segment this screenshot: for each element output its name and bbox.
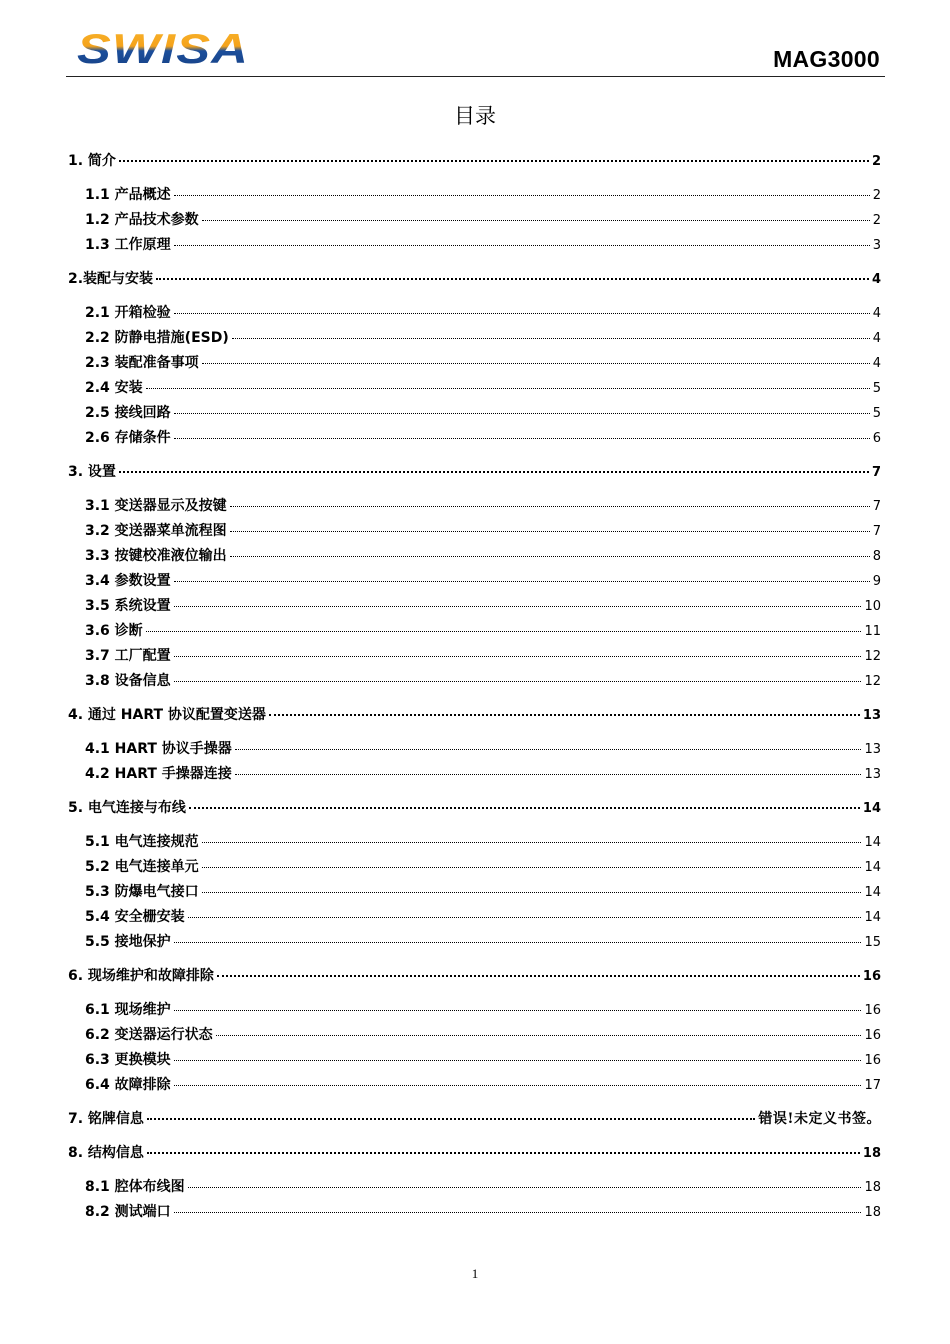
toc-dot-leader xyxy=(147,1118,755,1120)
toc-entry-label: 8.1 腔体布线图 xyxy=(85,1179,185,1195)
toc-entry-label: 3.6 诊断 xyxy=(85,623,143,639)
toc-entry-label: 3.5 系统设置 xyxy=(85,598,171,614)
toc-entry-page: 13 xyxy=(862,708,881,723)
toc-section-entry[interactable] xyxy=(68,402,881,427)
toc-entry-label: 3.4 参数设置 xyxy=(85,573,171,589)
toc-entry-label: 1.2 产品技术参数 xyxy=(85,212,199,228)
toc-dot-leader xyxy=(174,606,862,607)
toc-section-entry[interactable] xyxy=(68,352,881,377)
toc-section-entry[interactable] xyxy=(68,645,881,670)
toc-entry-page: 4 xyxy=(872,356,881,371)
toc-entry-page: 2 xyxy=(871,154,881,169)
toc-dot-leader xyxy=(119,160,869,162)
toc-dot-leader xyxy=(217,975,860,977)
toc-dot-leader xyxy=(269,714,860,716)
toc-section-entry[interactable] xyxy=(68,570,881,595)
toc-entry-page: 12 xyxy=(864,649,881,664)
toc-entry-label: 5.3 防爆电气接口 xyxy=(85,884,199,900)
toc-entry-page: 5 xyxy=(872,381,881,396)
toc-entry-label: 4. 通过 HART 协议配置变送器 xyxy=(68,707,266,723)
toc-entry-label: 6.1 现场维护 xyxy=(85,1002,171,1018)
swisa-logo xyxy=(76,26,252,68)
toc-entry-label: 2.4 安装 xyxy=(85,380,143,396)
toc-entry-page: 18 xyxy=(864,1205,881,1220)
toc-section-entry[interactable] xyxy=(68,881,881,906)
toc-dot-leader xyxy=(174,413,870,414)
toc-dot-leader xyxy=(174,656,862,657)
toc-entry-label: 8.2 测试端口 xyxy=(85,1204,171,1220)
toc-section-entry[interactable] xyxy=(68,906,881,931)
toc-dot-leader xyxy=(156,278,869,280)
toc-section-entry[interactable] xyxy=(68,327,881,352)
toc-dot-leader xyxy=(230,531,870,532)
toc-dot-leader xyxy=(174,245,870,246)
toc-dot-leader xyxy=(146,631,862,632)
toc-chapter-entry[interactable] xyxy=(68,150,881,175)
toc-entry-label: 6.3 更换模块 xyxy=(85,1052,171,1068)
toc-entry-page: 16 xyxy=(862,969,881,984)
toc-section-entry[interactable] xyxy=(68,302,881,327)
toc-entry-page: 13 xyxy=(864,742,881,757)
toc-section-entry[interactable] xyxy=(68,184,881,209)
toc-dot-leader xyxy=(202,220,870,221)
toc-entry-page: 13 xyxy=(864,767,881,782)
toc-entry-page: 错误!未定义书签。 xyxy=(758,1111,881,1127)
toc-dot-leader xyxy=(202,842,862,843)
toc-entry-label: 3.8 设备信息 xyxy=(85,673,171,689)
toc-entry-label: 1.3 工作原理 xyxy=(85,237,171,253)
toc-dot-leader xyxy=(189,807,860,809)
toc-entry-label: 7. 铭牌信息 xyxy=(68,1111,144,1127)
toc-dot-leader xyxy=(119,471,869,473)
toc-entry-page: 4 xyxy=(872,331,881,346)
toc-entry-label: 6.4 故障排除 xyxy=(85,1077,171,1093)
toc-section-entry[interactable] xyxy=(68,620,881,645)
toc-dot-leader xyxy=(174,1010,862,1011)
toc-dot-leader xyxy=(232,338,870,339)
table-of-contents xyxy=(68,150,881,1226)
toc-entry-page: 14 xyxy=(864,835,881,850)
toc-section-entry[interactable] xyxy=(68,545,881,570)
toc-dot-leader xyxy=(235,749,862,750)
toc-entry-page: 15 xyxy=(864,935,881,950)
toc-section-entry[interactable] xyxy=(68,1024,881,1049)
toc-entry-page: 14 xyxy=(864,910,881,925)
toc-entry-label: 2.2 防静电措施(ESD) xyxy=(85,330,229,346)
toc-dot-leader xyxy=(188,917,862,918)
toc-dot-leader xyxy=(202,867,862,868)
toc-dot-leader xyxy=(174,1060,862,1061)
logo-text: SWISA xyxy=(77,26,249,68)
toc-entry-label: 5.1 电气连接规范 xyxy=(85,834,199,850)
toc-entry-label: 2.装配与安装 xyxy=(68,271,154,287)
toc-entry-page: 9 xyxy=(872,574,881,589)
toc-entry-label: 5. 电气连接与布线 xyxy=(68,800,186,816)
toc-entry-page: 17 xyxy=(864,1078,881,1093)
toc-dot-leader xyxy=(174,681,862,682)
toc-dot-leader xyxy=(216,1035,862,1036)
toc-section-entry[interactable] xyxy=(68,495,881,520)
toc-dot-leader xyxy=(202,363,870,364)
toc-section-entry[interactable] xyxy=(68,1201,881,1226)
toc-chapter-entry[interactable] xyxy=(68,461,881,486)
toc-entry-label: 3.3 按键校准液位输出 xyxy=(85,548,227,564)
toc-entry-page: 18 xyxy=(862,1146,881,1161)
toc-entry-label: 5.5 接地保护 xyxy=(85,934,171,950)
toc-entry-page: 4 xyxy=(871,272,881,287)
toc-entry-page: 16 xyxy=(864,1028,881,1043)
footer-page-number: 1 xyxy=(471,1266,479,1281)
toc-section-entry[interactable] xyxy=(68,427,881,452)
toc-entry-page: 7 xyxy=(872,499,881,514)
toc-entry-label: 3. 设置 xyxy=(68,464,116,480)
toc-entry-label: 6.2 变送器运行状态 xyxy=(85,1027,213,1043)
toc-section-entry[interactable] xyxy=(68,856,881,881)
toc-section-entry[interactable] xyxy=(68,1074,881,1099)
toc-dot-leader xyxy=(174,313,870,314)
toc-entry-page: 14 xyxy=(864,860,881,875)
toc-entry-label: 5.4 安全栅安装 xyxy=(85,909,185,925)
toc-chapter-entry[interactable] xyxy=(68,1142,881,1167)
toc-dot-leader xyxy=(235,774,862,775)
product-name: MAG3000 xyxy=(773,46,880,72)
toc-entry-page: 3 xyxy=(872,238,881,253)
toc-section-entry[interactable] xyxy=(68,595,881,620)
toc-entry-page: 14 xyxy=(862,801,881,816)
toc-entry-page: 16 xyxy=(864,1053,881,1068)
toc-entry-label: 1. 简介 xyxy=(68,153,116,169)
toc-dot-leader xyxy=(230,556,870,557)
toc-section-entry[interactable] xyxy=(68,1049,881,1074)
toc-entry-label: 3.7 工厂配置 xyxy=(85,648,171,664)
toc-section-entry[interactable] xyxy=(68,931,881,956)
toc-entry-page: 4 xyxy=(872,306,881,321)
toc-entry-page: 7 xyxy=(872,524,881,539)
toc-dot-leader xyxy=(174,1212,862,1213)
toc-entry-label: 3.1 变送器显示及按键 xyxy=(85,498,227,514)
toc-section-entry[interactable] xyxy=(68,670,881,695)
toc-dot-leader xyxy=(188,1187,862,1188)
toc-entry-page: 18 xyxy=(864,1180,881,1195)
toc-dot-leader xyxy=(174,1085,862,1086)
toc-chapter-entry[interactable] xyxy=(68,797,881,822)
toc-chapter-entry[interactable] xyxy=(68,704,881,729)
toc-dot-leader xyxy=(202,892,862,893)
toc-dot-leader xyxy=(174,195,870,196)
toc-entry-label: 4.2 HART 手操器连接 xyxy=(85,766,232,782)
toc-entry-label: 5.2 电气连接单元 xyxy=(85,859,199,875)
toc-dot-leader xyxy=(147,1152,860,1154)
toc-entry-label: 6. 现场维护和故障排除 xyxy=(68,968,214,984)
toc-section-entry[interactable] xyxy=(68,1176,881,1201)
toc-section-entry[interactable] xyxy=(68,738,881,763)
toc-entry-page: 8 xyxy=(872,549,881,564)
page-header xyxy=(66,22,885,77)
toc-entry-page: 2 xyxy=(872,188,881,203)
toc-entry-page: 5 xyxy=(872,406,881,421)
toc-entry-page: 2 xyxy=(872,213,881,228)
toc-dot-leader xyxy=(230,506,870,507)
toc-entry-page: 10 xyxy=(864,599,881,614)
toc-entry-label: 1.1 产品概述 xyxy=(85,187,171,203)
toc-entry-page: 16 xyxy=(864,1003,881,1018)
toc-entry-page: 11 xyxy=(864,624,881,639)
toc-section-entry[interactable] xyxy=(68,520,881,545)
toc-entry-label: 2.6 存储条件 xyxy=(85,430,171,446)
toc-section-entry[interactable] xyxy=(68,999,881,1024)
toc-dot-leader xyxy=(174,942,862,943)
toc-section-entry[interactable] xyxy=(68,831,881,856)
toc-section-entry[interactable] xyxy=(68,234,881,259)
toc-title: 目录 xyxy=(454,104,496,128)
toc-chapter-entry[interactable] xyxy=(68,268,881,293)
toc-chapter-entry[interactable] xyxy=(68,1108,881,1133)
toc-section-entry[interactable] xyxy=(68,763,881,788)
toc-entry-page: 12 xyxy=(864,674,881,689)
toc-chapter-entry[interactable] xyxy=(68,965,881,990)
toc-dot-leader xyxy=(174,581,870,582)
toc-entry-label: 4.1 HART 协议手操器 xyxy=(85,741,232,757)
toc-entry-label: 3.2 变送器菜单流程图 xyxy=(85,523,227,539)
toc-entry-label: 2.3 装配准备事项 xyxy=(85,355,199,371)
toc-entry-label: 2.1 开箱检验 xyxy=(85,305,171,321)
toc-dot-leader xyxy=(146,388,870,389)
toc-entry-label: 8. 结构信息 xyxy=(68,1145,144,1161)
toc-entry-label: 2.5 接线回路 xyxy=(85,405,171,421)
toc-section-entry[interactable] xyxy=(68,377,881,402)
toc-entry-page: 7 xyxy=(871,465,881,480)
toc-entry-page: 6 xyxy=(872,431,881,446)
toc-section-entry[interactable] xyxy=(68,209,881,234)
toc-entry-page: 14 xyxy=(864,885,881,900)
toc-dot-leader xyxy=(174,438,870,439)
